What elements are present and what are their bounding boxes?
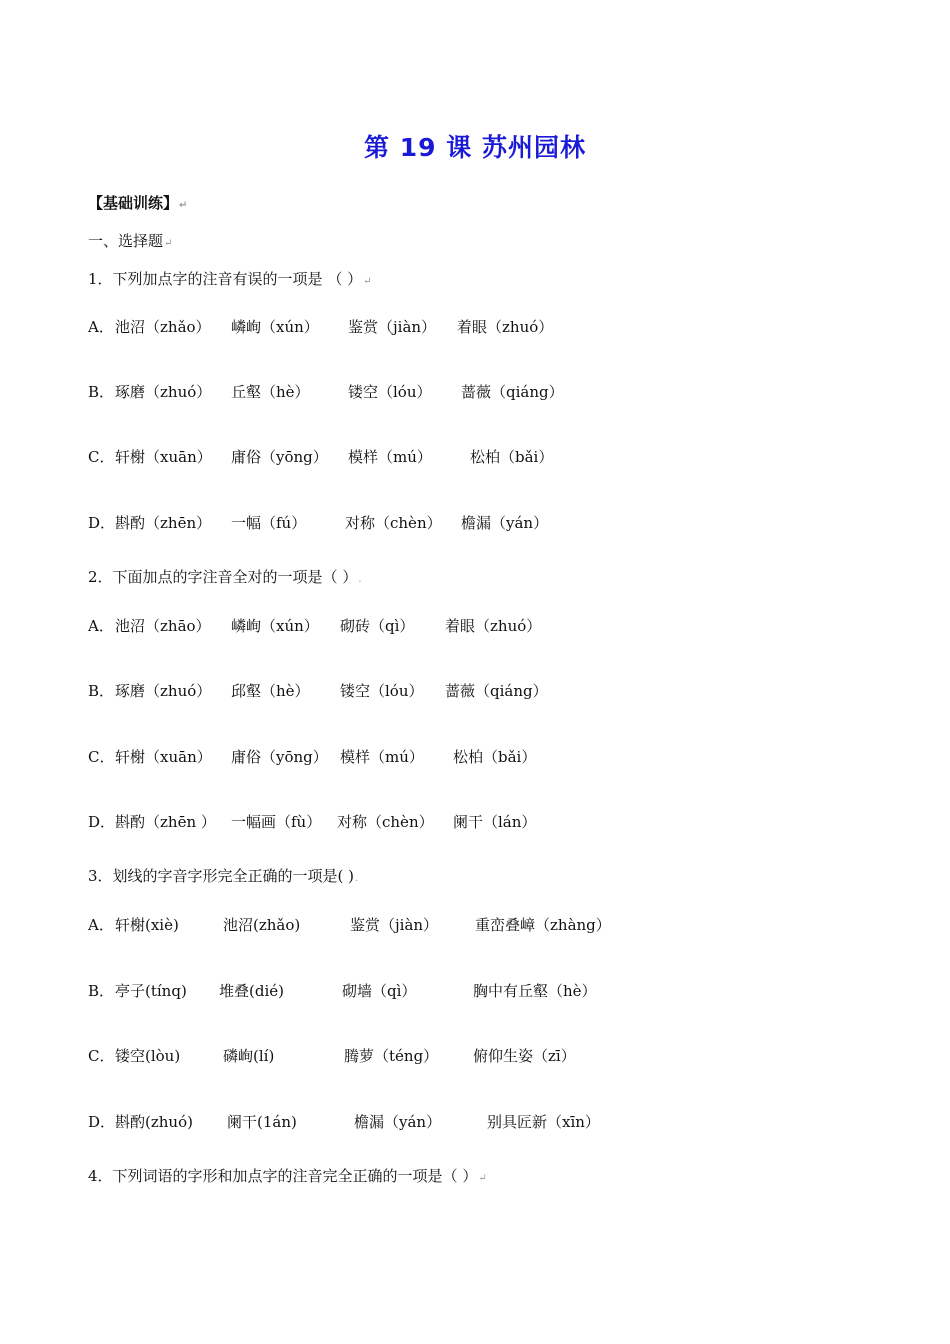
- page-title: 第 19 课 苏州园林: [364, 133, 586, 162]
- question-1-stem: 1．下列加点字的注音有误的一项是 （ ）↵: [88, 270, 372, 288]
- document-page: 第 19 课 苏州园林 【基础训练】↵ 一、选择题↵ 1．下列加点字的注音有误的一项是 （ ）↵ A． 池沼（zhǎo） 嶙峋（xún） 鉴赏（jiàn） 着眼（zhuó） B． 琢磨（zhuó） 丘壑（hè） 镂空（lóu） 蔷薇（qiáng） C． 轩榭（xuān） 庸俗（yōng） 模样（mú） 松柏（bǎi） D． 斟酌（zhēn） 一幅（fú） 对称（chèn） 檐漏（yán） 2．下面加点的字注音全对的一项是（ ）. A． 池沼（zhāo） 嶙峋（xún） 砌砖（qì） 着眼（zhuó） B． 琢磨（zhuó） 邱壑（hè） 镂空（lóu） 蔷薇（qiáng） C． 轩榭（xuān） 庸俗（yōng） 模样（mú） 松柏（bǎi） D． 斟酌（zhēn ） 一幅画（fù） 对称（chèn） 阑干（lán） 3．划线的字音字形完全正确的一项是( ). A． 轩榭(xiè) 池沼(zhǎo) 鉴赏（jiàn） 重峦叠嶂（zhàng） B． 亭子(tínq) 堆叠(dié) 砌墙（qì） 胸中有丘壑（hè） C． 镂空(lòu) 磷峋(lí) 腾萝（téng） 俯仰生姿（zī） D． 斟酌(zhuó) 阑干(1án) 檐漏（yán） 别具匠新（xīn） 4．下列词语的字形和加点字的注音完全正确的一项是（ ）↵: [0, 0, 950, 1344]
- question-type-heading: 一、选择题↵: [88, 232, 173, 250]
- question-4-stem: 4．下列词语的字形和加点字的注音完全正确的一项是（ ）↵: [88, 1167, 487, 1185]
- question-2-stem: 2．下面加点的字注音全对的一项是（ ）.: [88, 568, 362, 586]
- question-3-stem: 3．划线的字音字形完全正确的一项是( ).: [88, 867, 359, 885]
- section-heading: 【基础训练】↵: [88, 194, 188, 212]
